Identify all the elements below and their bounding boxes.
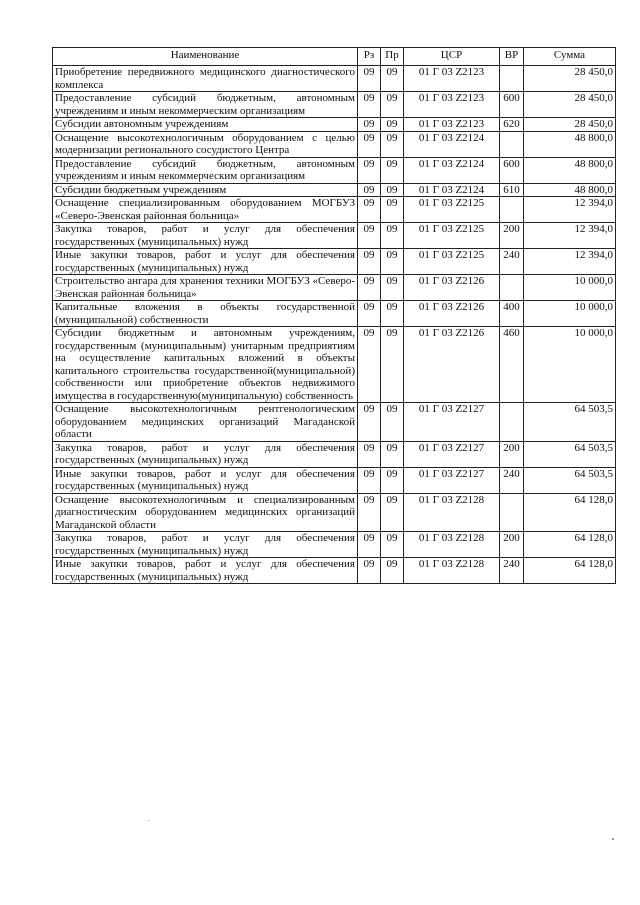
cell-rz: 09 — [358, 118, 381, 132]
cell-pr: 09 — [381, 66, 404, 92]
table-row — [53, 183, 616, 197]
header-vr: ВР — [500, 48, 524, 66]
cell-rz: 09 — [358, 223, 381, 249]
cell-name: Субсидии автономным учреждениям — [53, 118, 358, 132]
cell-csr: 01 Г 03 Z2124 — [404, 157, 500, 183]
cell-name: Закупка товаров, работ и услуг для обеспечения государственных (муниципальных) нужд — [53, 532, 358, 558]
cell-vr — [500, 131, 524, 157]
cell-name: Субсидии бюджетным и автономным учреждениям, государственным (муниципальным) унитарным предприятиям на осуществление капитальных вложений в объекты капитального строительства государственной(муниципальной) собственности или приобретение объектов недвижимого имущества в государственную(муниципальную) собственность — [53, 327, 358, 403]
cell-name: Иные закупки товаров, работ и услуг для обеспечения государственных (муниципальных) нужд — [53, 249, 358, 275]
header-name: Наименование — [53, 48, 358, 66]
cell-csr: 01 Г 03 Z2128 — [404, 532, 500, 558]
cell-name: Предоставление субсидий бюджетным, автономным учреждениям и иным некоммерческим организациям — [53, 157, 358, 183]
cell-pr: 09 — [381, 441, 404, 467]
cell-name: Оснащение высокотехнологичным рентгенологическим оборудованием медицинских организаций Магаданской области — [53, 403, 358, 442]
cell-csr: 01 Г 03 Z2127 — [404, 403, 500, 442]
cell-rz: 09 — [358, 467, 381, 493]
cell-csr: 01 Г 03 Z2126 — [404, 275, 500, 301]
cell-csr: 01 Г 03 Z2125 — [404, 223, 500, 249]
table-row — [53, 157, 616, 183]
cell-rz: 09 — [358, 558, 381, 584]
cell-pr: 09 — [381, 558, 404, 584]
cell-rz: 09 — [358, 131, 381, 157]
cell-vr — [500, 197, 524, 223]
cell-sum: 10 000,0 — [524, 275, 616, 301]
cell-vr: 200 — [500, 441, 524, 467]
cell-sum: 12 394,0 — [524, 249, 616, 275]
cell-vr: 610 — [500, 183, 524, 197]
table-body — [53, 66, 616, 584]
cell-pr: 09 — [381, 493, 404, 532]
cell-sum: 64 503,5 — [524, 441, 616, 467]
cell-rz: 09 — [358, 157, 381, 183]
cell-vr — [500, 403, 524, 442]
budget-table — [52, 47, 616, 584]
cell-vr — [500, 493, 524, 532]
cell-name: Иные закупки товаров, работ и услуг для обеспечения государственных (муниципальных) нужд — [53, 467, 358, 493]
cell-rz: 09 — [358, 403, 381, 442]
cell-pr: 09 — [381, 223, 404, 249]
cell-sum: 28 450,0 — [524, 66, 616, 92]
cell-vr: 400 — [500, 301, 524, 327]
table-row — [53, 197, 616, 223]
cell-name: Строительство ангара для хранения техники МОГБУЗ «Северо-Эвенская районная больница» — [53, 275, 358, 301]
table-row — [53, 327, 616, 403]
cell-name: Закупка товаров, работ и услуг для обеспечения государственных (муниципальных) нужд — [53, 223, 358, 249]
cell-pr: 09 — [381, 183, 404, 197]
table-row — [53, 441, 616, 467]
cell-csr: 01 Г 03 Z2123 — [404, 92, 500, 118]
cell-pr: 09 — [381, 197, 404, 223]
cell-vr: 240 — [500, 467, 524, 493]
cell-rz: 09 — [358, 327, 381, 403]
table-row — [53, 493, 616, 532]
table-row — [53, 403, 616, 442]
cell-sum: 48 800,0 — [524, 157, 616, 183]
cell-csr: 01 Г 03 Z2126 — [404, 301, 500, 327]
table-row — [53, 118, 616, 132]
cell-rz: 09 — [358, 493, 381, 532]
cell-name: Приобретение передвижного медицинского диагностического комплекса — [53, 66, 358, 92]
cell-vr: 620 — [500, 118, 524, 132]
cell-pr: 09 — [381, 327, 404, 403]
cell-vr: 600 — [500, 92, 524, 118]
cell-csr: 01 Г 03 Z2124 — [404, 183, 500, 197]
cell-name: Капитальные вложения в объекты государственной (муниципальной) собственности — [53, 301, 358, 327]
cell-vr: 460 — [500, 327, 524, 403]
cell-pr: 09 — [381, 249, 404, 275]
cell-pr: 09 — [381, 467, 404, 493]
cell-csr: 01 Г 03 Z2125 — [404, 197, 500, 223]
table-row — [53, 532, 616, 558]
table-row — [53, 558, 616, 584]
cell-sum: 28 450,0 — [524, 118, 616, 132]
cell-pr: 09 — [381, 92, 404, 118]
cell-sum: 48 800,0 — [524, 183, 616, 197]
cell-name: Субсидии бюджетным учреждениям — [53, 183, 358, 197]
table-row — [53, 249, 616, 275]
cell-csr: 01 Г 03 Z2127 — [404, 467, 500, 493]
cell-sum: 64 128,0 — [524, 532, 616, 558]
cell-rz: 09 — [358, 183, 381, 197]
cell-rz: 09 — [358, 441, 381, 467]
cell-sum: 28 450,0 — [524, 92, 616, 118]
cell-rz: 09 — [358, 532, 381, 558]
cell-pr: 09 — [381, 403, 404, 442]
cell-csr: 01 Г 03 Z2128 — [404, 493, 500, 532]
cell-pr: 09 — [381, 131, 404, 157]
cell-csr: 01 Г 03 Z2126 — [404, 327, 500, 403]
table-row — [53, 275, 616, 301]
cell-vr: 200 — [500, 223, 524, 249]
cell-sum: 10 000,0 — [524, 301, 616, 327]
cell-vr: 240 — [500, 558, 524, 584]
cell-name: Закупка товаров, работ и услуг для обеспечения государственных (муниципальных) нужд — [53, 441, 358, 467]
cell-name: Оснащение высокотехнологичным оборудованием с целью модернизации регионального сосудистого Центра — [53, 131, 358, 157]
cell-vr: 240 — [500, 249, 524, 275]
cell-sum: 12 394,0 — [524, 223, 616, 249]
cell-csr: 01 Г 03 Z2124 — [404, 131, 500, 157]
cell-pr: 09 — [381, 118, 404, 132]
scan-speck — [148, 820, 149, 821]
cell-pr: 09 — [381, 275, 404, 301]
cell-sum: 10 000,0 — [524, 327, 616, 403]
cell-rz: 09 — [358, 66, 381, 92]
cell-name: Иные закупки товаров, работ и услуг для обеспечения государственных (муниципальных) нужд — [53, 558, 358, 584]
cell-sum: 48 800,0 — [524, 131, 616, 157]
cell-sum: 64 128,0 — [524, 558, 616, 584]
table-row — [53, 467, 616, 493]
table-row — [53, 223, 616, 249]
cell-csr: 01 Г 03 Z2125 — [404, 249, 500, 275]
table-header-row — [53, 48, 616, 66]
table-row — [53, 66, 616, 92]
table-row — [53, 131, 616, 157]
cell-vr — [500, 275, 524, 301]
cell-name: Оснащение специализированным оборудованием МОГБУЗ «Северо-Эвенская районная больница» — [53, 197, 358, 223]
cell-name: Предоставление субсидий бюджетным, автономным учреждениям и иным некоммерческим организациям — [53, 92, 358, 118]
cell-vr: 200 — [500, 532, 524, 558]
cell-vr — [500, 66, 524, 92]
cell-name: Оснащение высокотехнологичным и специализированным диагностическим оборудованием медицинских организаций Магаданской области — [53, 493, 358, 532]
cell-rz: 09 — [358, 249, 381, 275]
cell-csr: 01 Г 03 Z2123 — [404, 118, 500, 132]
cell-rz: 09 — [358, 275, 381, 301]
cell-sum: 12 394,0 — [524, 197, 616, 223]
cell-vr: 600 — [500, 157, 524, 183]
header-sum: Сумма — [524, 48, 616, 66]
cell-csr: 01 Г 03 Z2123 — [404, 66, 500, 92]
cell-sum: 64 128,0 — [524, 493, 616, 532]
cell-sum: 64 503,5 — [524, 403, 616, 442]
table-row — [53, 301, 616, 327]
cell-rz: 09 — [358, 92, 381, 118]
cell-rz: 09 — [358, 197, 381, 223]
cell-csr: 01 Г 03 Z2127 — [404, 441, 500, 467]
cell-csr: 01 Г 03 Z2128 — [404, 558, 500, 584]
cell-pr: 09 — [381, 157, 404, 183]
header-rz: Рз — [358, 48, 381, 66]
table-row — [53, 92, 616, 118]
header-csr: ЦСР — [404, 48, 500, 66]
cell-pr: 09 — [381, 532, 404, 558]
cell-pr: 09 — [381, 301, 404, 327]
header-pr: Пр — [381, 48, 404, 66]
cell-sum: 64 503,5 — [524, 467, 616, 493]
cell-rz: 09 — [358, 301, 381, 327]
scan-speck — [612, 838, 614, 840]
